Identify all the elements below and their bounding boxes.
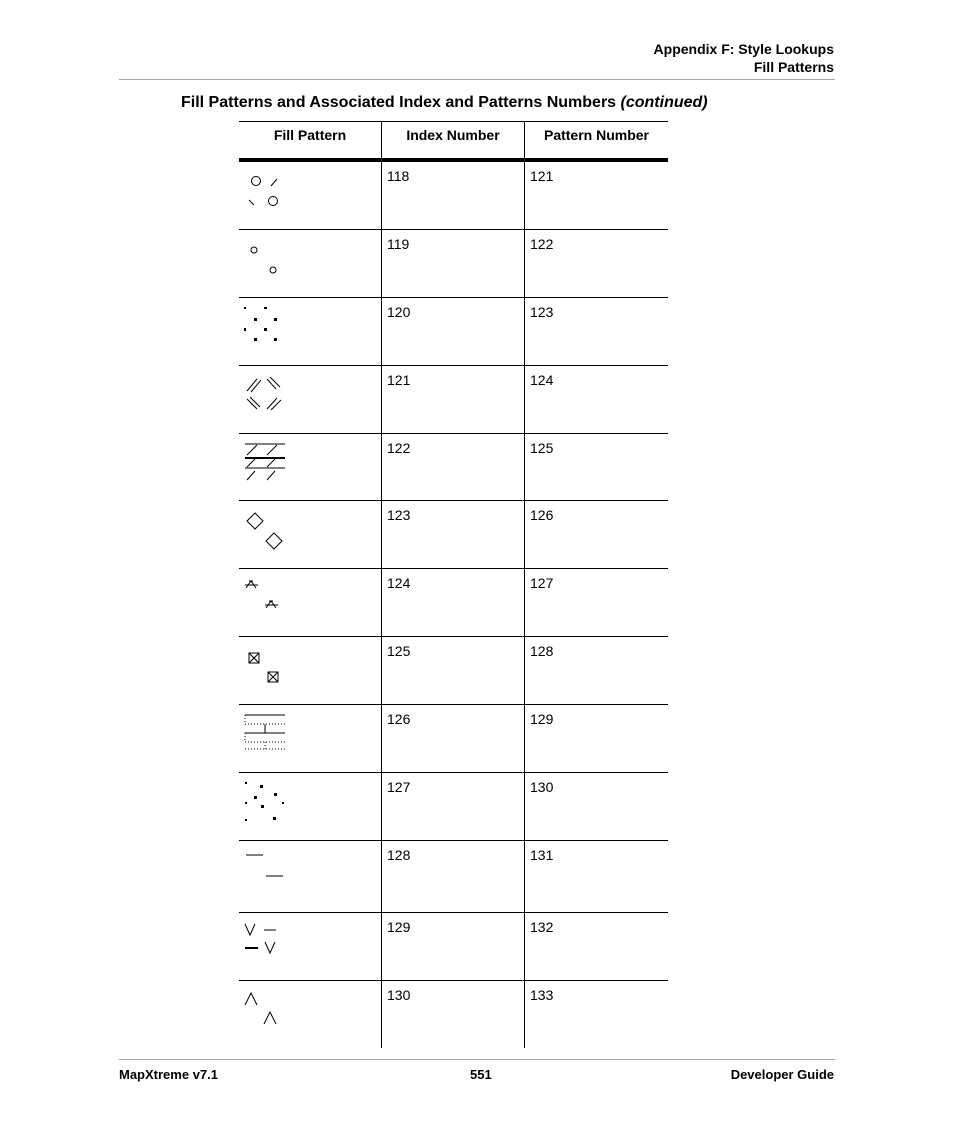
table-title-continued: (continued) [620, 94, 708, 111]
dotted-brick-pattern-icon [243, 713, 293, 763]
pattern-number: 121 [530, 168, 554, 184]
table-title [181, 94, 708, 112]
index-number: 120 [387, 304, 411, 320]
inverted-v-pattern-icon [243, 989, 293, 1039]
scattered-dots-pattern-icon [243, 306, 293, 356]
table-title-main: Fill Patterns and Associated Index and Patterns Numbers [181, 94, 621, 111]
page-number: 551 [470, 1067, 492, 1082]
table-row [239, 841, 668, 913]
pattern-number: 133 [530, 987, 554, 1003]
table-row [239, 298, 668, 366]
slanted-hatch-lines-pattern-icon [243, 442, 293, 492]
column-header-fill-pattern: Fill Pattern [273, 127, 347, 143]
fill-pattern-swatch [239, 569, 381, 636]
pattern-number: 122 [530, 236, 554, 252]
index-number: 129 [387, 919, 411, 935]
random-dots-pattern-icon [243, 781, 293, 831]
fill-pattern-swatch [239, 981, 381, 1048]
fill-pattern-swatch [239, 773, 381, 840]
pattern-number: 129 [530, 711, 554, 727]
v-and-dash-pattern-icon [243, 921, 293, 971]
crossed-boxes-pattern-icon [243, 645, 293, 695]
header-section: Fill Patterns [753, 59, 834, 75]
table-row [239, 705, 668, 773]
table-row [239, 569, 668, 637]
fill-pattern-swatch [239, 913, 381, 980]
index-number: 119 [387, 236, 410, 252]
fill-pattern-swatch [239, 162, 381, 229]
table-row [239, 434, 668, 501]
header-rule [119, 79, 835, 80]
column-header-pattern-number: Pattern Number [543, 127, 650, 143]
pattern-number: 131 [530, 847, 554, 863]
table-row [239, 366, 668, 434]
pattern-number: 132 [530, 919, 554, 935]
table-row [239, 913, 668, 981]
fill-pattern-swatch [239, 298, 381, 365]
index-number: 122 [387, 440, 411, 456]
footer-guide: Developer Guide [730, 1067, 834, 1082]
fill-pattern-swatch [239, 841, 381, 912]
fill-pattern-swatch [239, 501, 381, 568]
index-number: 127 [387, 779, 411, 795]
fill-pattern-swatch [239, 637, 381, 704]
header-appendix: Appendix F: Style Lookups [653, 41, 834, 57]
index-number: 124 [387, 575, 411, 591]
index-number: 121 [387, 372, 411, 388]
index-number: 118 [387, 168, 410, 184]
running-header [654, 40, 834, 76]
footer-product: MapXtreme v7.1 [119, 1067, 218, 1082]
fill-pattern-swatch [239, 366, 381, 433]
pattern-number: 123 [530, 304, 554, 320]
circle-slash-pattern-icon [243, 170, 293, 220]
arch-symbol-pattern-icon [243, 577, 293, 627]
diamonds-pattern-icon [243, 509, 293, 559]
fill-pattern-swatch [239, 230, 381, 297]
table-header [239, 121, 668, 158]
fill-patterns-table [239, 121, 668, 1048]
index-number: 123 [387, 507, 411, 523]
footer-rule [119, 1059, 835, 1060]
index-number: 125 [387, 643, 411, 659]
column-header-index-number: Index Number [406, 127, 500, 143]
short-dashes-pattern-icon [243, 849, 293, 899]
pattern-number: 124 [530, 372, 554, 388]
pattern-number: 127 [530, 575, 554, 591]
small-circles-pattern-icon [243, 238, 293, 288]
index-number: 130 [387, 987, 411, 1003]
double-slash-diamond-pattern-icon [243, 374, 293, 424]
pattern-number: 125 [530, 440, 554, 456]
index-number: 128 [387, 847, 411, 863]
table-row [239, 981, 668, 1048]
fill-pattern-swatch [239, 705, 381, 772]
table-row [239, 773, 668, 841]
table-row [239, 637, 668, 705]
pattern-number: 130 [530, 779, 554, 795]
fill-pattern-swatch [239, 434, 381, 500]
table-row [239, 501, 668, 569]
index-number: 126 [387, 711, 411, 727]
table-row [239, 162, 668, 230]
pattern-number: 128 [530, 643, 554, 659]
table-row [239, 230, 668, 298]
pattern-number: 126 [530, 507, 554, 523]
